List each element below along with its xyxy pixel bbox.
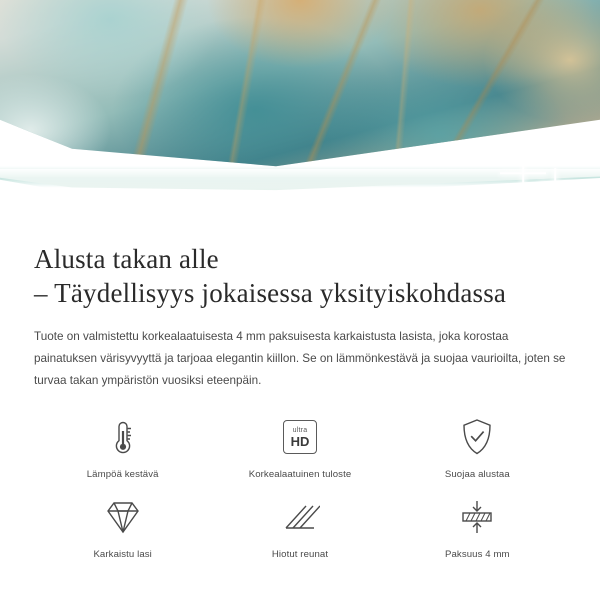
feature-print-quality	[211, 414, 388, 480]
ultra-hd-badge-top: ultra	[292, 426, 308, 434]
feature-tempered-glass	[34, 494, 211, 560]
polished-edges-icon	[280, 494, 320, 540]
headline-line-1: Alusta takan alle	[34, 244, 219, 274]
feature-label: Lämpöä kestävä	[86, 469, 159, 480]
feature-label: Karkaistu lasi	[93, 549, 152, 560]
page-title	[34, 242, 566, 310]
shield-check-icon	[459, 414, 495, 460]
feature-heat-resistant	[34, 414, 211, 480]
feature-label: Korkealaatuinen tuloste	[248, 469, 352, 480]
feature-label: Paksuus 4 mm	[444, 549, 510, 560]
thermometer-icon	[106, 414, 140, 460]
ultra-hd-icon	[283, 414, 317, 460]
feature-protects-surface	[389, 414, 566, 480]
glass-edge-bevel	[0, 169, 600, 191]
feature-label: Hiotut reunat	[271, 549, 329, 560]
feature-polished-edges	[211, 494, 388, 560]
headline-line-2: – Täydellisyys jokaisessa yksityiskohdassa	[34, 278, 507, 308]
body-paragraph: Tuote on valmistettu korkealaatuisesta 4 mm paksuisesta karkaistusta lasista, joka korostaa painatuksen värisyvyyttä ja tarjoaa elegantin kiillon. Se on lämmönkestävä ja suojaa vaurioilta, joten se turvaa takan ympäristön vuosiksi eteenpäin.	[34, 330, 566, 387]
ultra-hd-badge-bottom: HD	[290, 433, 310, 449]
diamond-icon	[102, 494, 144, 540]
feature-thickness	[389, 494, 566, 560]
feature-grid	[34, 414, 566, 560]
hero-image	[0, 0, 600, 228]
thickness-icon	[457, 494, 497, 540]
feature-label: Suojaa alustaa	[444, 469, 510, 480]
